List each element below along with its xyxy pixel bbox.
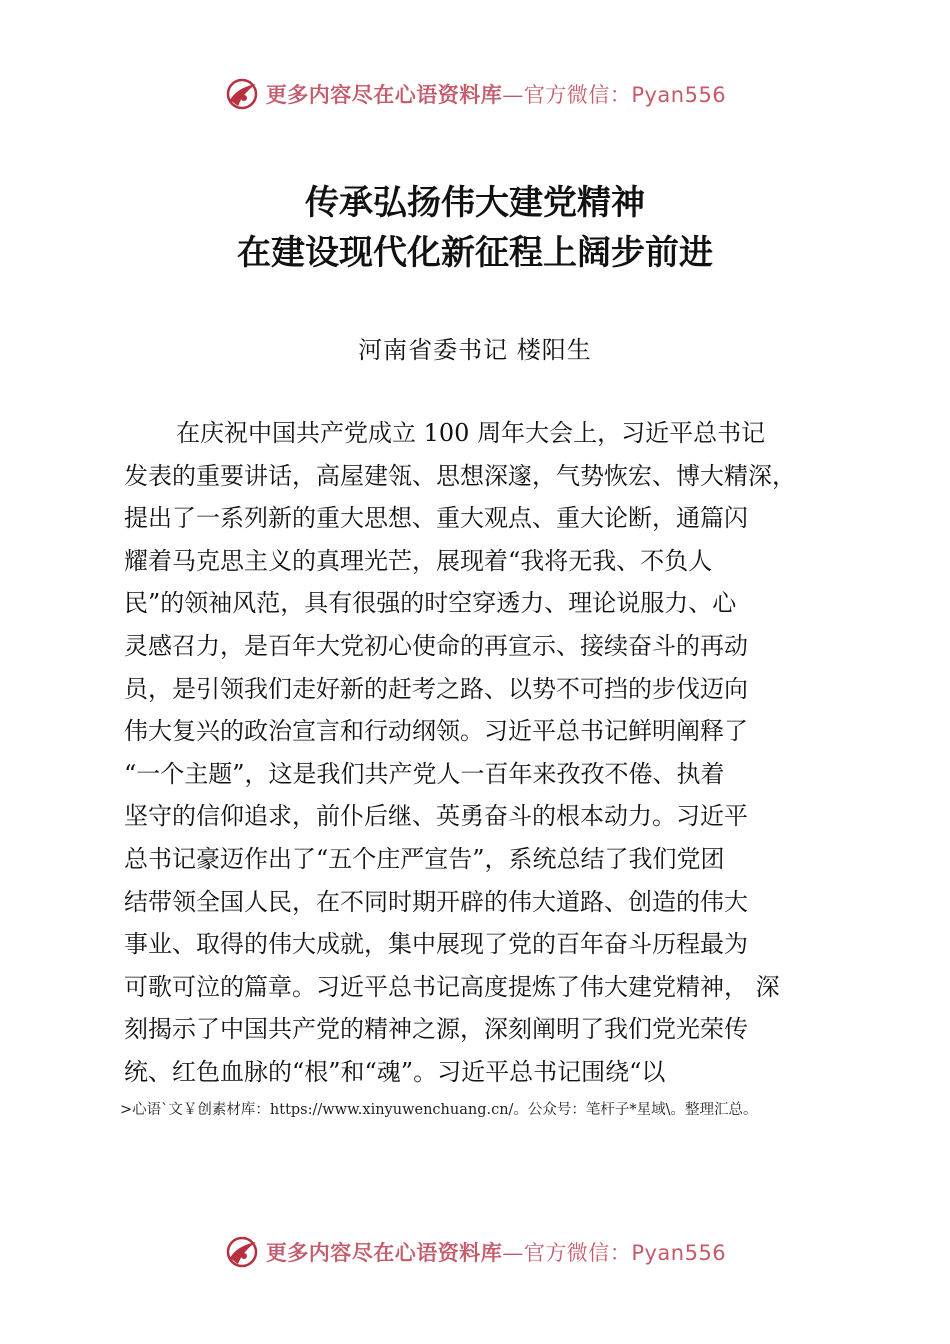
source-footnote: >心语`文￥创素材库：https://www.xinyuwenchuang.cn/。公众号：笔杆子*星域\。整理汇总。 [120,1102,758,1118]
body-line: 民”的领袖风范，具有很强的时空穿透力、理论说服力、心 [124,589,737,618]
body-line: 在庆祝中国共产党成立 100 周年大会上，习近平总书记 [176,419,766,447]
banner-main-text: 更多内容尽在心语资料库 [265,82,503,107]
banner-official-label: 官方微信： [523,1241,632,1265]
body-line: 员，是引领我们走好新的赶考之路、以势不可挡的步伐迈向 [124,674,748,703]
body-line: 坚守的信仰追求，前仆后继、英勇奋斗的根本动力。习近平 [124,802,748,831]
body-line: 伟大复兴的政治宣言和行动纲领。习近平总书记鲜明阐释了 [124,717,748,746]
article-title [0,178,950,278]
banner-wechat-id: Pyan556 [631,1241,727,1265]
banner-dash: — [502,1241,524,1265]
body-line: 耀着马克思主义的真理光芒，展现着“我将无我、不负人 [124,546,713,575]
banner-text [266,79,726,109]
article-body [124,412,844,1094]
body-line: 结带领全国人民，在不同时期开辟的伟大道路、创造的伟大 [124,887,748,916]
title-line-1: 传承弘扬伟大建党精神 [305,183,645,223]
author-byline: 河南省委书记 楼阳生 [358,336,592,364]
body-line: 统、红色血脉的“根”和“魂”。习近平总书记围绕“以 [124,1057,666,1086]
body-line: 刻揭示了中国共产党的精神之源，深刻阐明了我们党光荣传 [124,1015,748,1044]
top-watermark-banner [0,72,950,116]
body-line: 发表的重要讲话，高屋建瓴、思想深邃，气势恢宏、博大精深， [124,461,796,490]
banner-dash: — [502,83,524,107]
title-line-2: 在建设现代化新征程上阔步前进 [237,233,713,273]
banner-main-text: 更多内容尽在心语资料库 [265,1240,503,1265]
body-line: “一个主题”，这是我们共产党人一百年来孜孜不倦、执着 [124,759,725,788]
logo-icon [224,1234,260,1270]
body-line: 事业、取得的伟大成就，集中展现了党的百年奋斗历程最为 [124,930,748,959]
body-line: 提出了一系列新的重大思想、重大观点、重大论断，通篇闪 [124,504,748,533]
body-line: 总书记豪迈作出了“五个庄严宣告”，系统总结了我们党团 [124,844,725,873]
banner-wechat-id: Pyan556 [631,83,727,107]
banner-text [266,1237,726,1267]
banner-official-label: 官方微信： [523,83,632,107]
body-line: 可歌可泣的篇章。习近平总书记高度提炼了伟大建党精神， 深 [124,972,780,1001]
body-line: 灵感召力，是百年大党初心使命的再宣示、接续奋斗的再动 [124,631,748,660]
logo-icon [224,76,260,112]
bottom-watermark-banner [0,1230,950,1274]
